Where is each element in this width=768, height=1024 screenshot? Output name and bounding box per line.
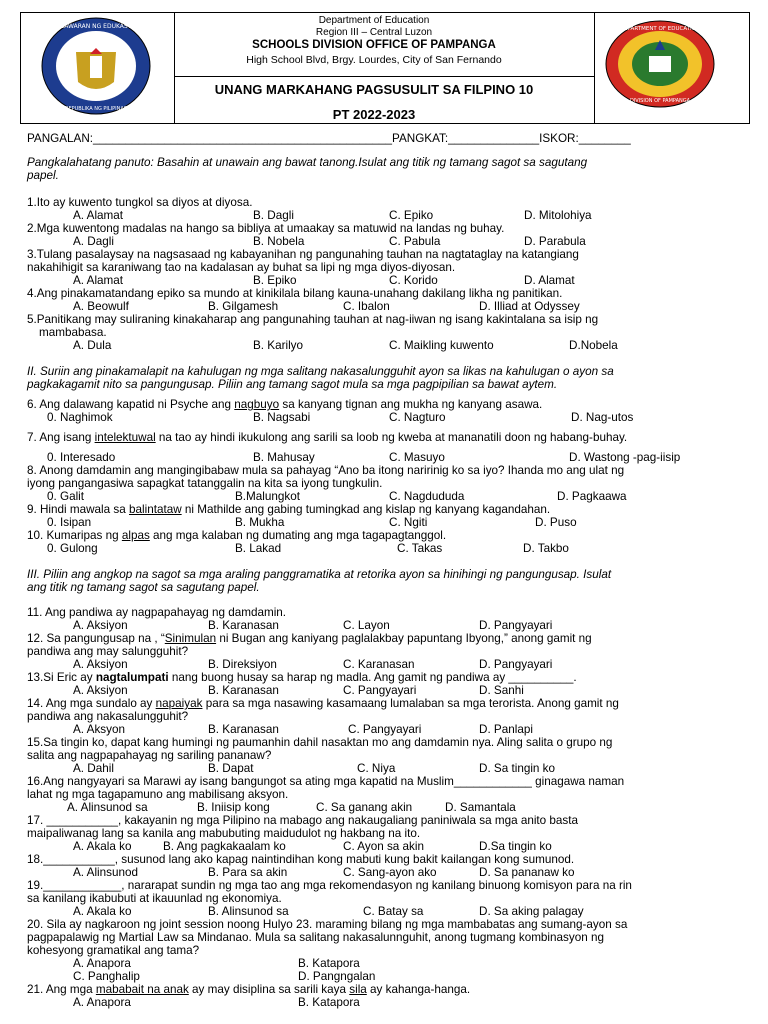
choice: D. Wastong -pag-iisip (569, 451, 681, 464)
choice: B. Karilyo (253, 339, 304, 352)
choice: C. Ngiti (389, 516, 428, 529)
question-8: 8. Anong damdamin ang mangingibabaw mula sa pahayag “Ano ba itong naririnig ko sa iyo? Ihanda mo ang ulat ng (27, 464, 625, 477)
choice: C. Ibalon (343, 300, 390, 313)
question-5: 5.Panitikang may suliraning kinakaharap ang pangunahing tauhan at nag-iiwan ng isang kakintalana sa isip ng (27, 313, 599, 326)
choice: B. Gilgamesh (208, 300, 279, 313)
choice: A. Dahil (73, 762, 114, 775)
choice: D. Pangyayari (479, 619, 553, 632)
choice: C. Maikling kuwento (389, 339, 494, 352)
choice: C. Nagdududa (389, 490, 465, 503)
choice: B. Karanasan (208, 723, 279, 736)
choice: A. Aksiyon (73, 684, 128, 697)
school-year: PT 2022-2023 (332, 107, 416, 122)
choice: D.Sa tingin ko (479, 840, 552, 853)
choice: B.Malungkot (235, 490, 300, 503)
question-6: 6. Ang dalawang kapatid ni Psyche ang nagbuyo sa kanyang tignan ang mukha ng kanyang asawa. (27, 398, 543, 411)
choice: A. Beowulf (73, 300, 129, 313)
region-label: Region III – Central Luzon (315, 27, 433, 38)
choice: 0. Interesado (47, 451, 116, 464)
address-label: High School Blvd, Brgy. Lourdes, City of San Fernando (246, 54, 502, 66)
choice: D. Takbo (523, 542, 569, 555)
question-8: iyong pangangasiwa sapagkat tatanggalin na kita sa iyong tungkulin. (27, 477, 383, 490)
choice: C. Pangyayari (343, 684, 417, 697)
choice: B. Karanasan (208, 684, 279, 697)
choice: 0. Isipan (47, 516, 92, 529)
question-10: 10. Kumaripas ng alpas ang mga kalaban ng dumating ang mga tagapagtanggol. (27, 529, 447, 542)
choice: C. Masuyo (389, 451, 445, 464)
question-13: 13.Si Eric ay nagtalumpati nang buong husay sa harap ng madla. Ang gamit ng pandiwa ay __________. (27, 671, 577, 684)
question-21: 21. Ang mga mababait na anak ay may disiplina sa sarili kaya sila ay kahanga-hanga. (27, 983, 471, 996)
choice: A. Akala ko (73, 840, 132, 853)
choice: D. Alamat (524, 274, 575, 287)
choice: C. Pabula (389, 235, 441, 248)
question-3: 3.Tulang pasalaysay na nagsasaad ng kabayanihan ng pangunahing tauhan na nagtataglay na katangiang (27, 248, 579, 261)
department-label: Department of Education (318, 15, 430, 26)
choice: D. Pagkaawa (557, 490, 627, 503)
question-17: 17. ___________, kakayanin ng mga Pilipino na mabago ang nakaugaliang paniniwala sa mga anito basta (27, 814, 579, 827)
part-3-instructions: III. Piliin ang angkop na sagot sa mga araling panggramatika at retorika ayon sa hinihingi ng pangungusap. Isulat (27, 568, 612, 581)
choice: B. Alinsunod sa (208, 905, 289, 918)
choice: A. Alinsunod (73, 866, 138, 879)
choice: B. Epiko (253, 274, 297, 287)
question-7: 7. Ang isang intelektuwal na tao ay hindi ikukulong ang sarili sa loob ng kweba at mananatili doon ng habang-buhay. (27, 431, 628, 444)
choice: A. Aksyon (73, 723, 125, 736)
choice: 0. Galit (47, 490, 85, 503)
question-20: pagpapalawig ng Martial Law sa Mindanao. Mula sa salitang nakasalunnguhit, anong tugmang kombinasyon ng (27, 931, 604, 944)
choice: B. Karanasan (208, 619, 279, 632)
choice: C. Layon (343, 619, 390, 632)
choice: B. Katapora (298, 996, 360, 1009)
choice: C. Sang-ayon ako (343, 866, 437, 879)
question-2: 2.Mga kuwentong madalas na hango sa bibliya at umaakay sa matuwid na landas ng buhay. (27, 222, 505, 235)
choice: D. Panlapi (479, 723, 533, 736)
general-instructions: papel. (27, 169, 59, 182)
question-19: 19.____________, nararapat sundin ng mga tao ang mga rekomendasyon ng kanilang binuong komisyon para na rin (27, 879, 632, 892)
choice: D. Pangngalan (298, 970, 376, 983)
choice: C. Niya (357, 762, 396, 775)
choice: B. Para sa akin (208, 866, 288, 879)
choice: B. Iniisip kong (197, 801, 270, 814)
choice: C. Sa ganang akin (316, 801, 413, 814)
choice: D. Parabula (524, 235, 586, 248)
choice: D. Samantala (445, 801, 516, 814)
choice: D. Sa aking palagay (479, 905, 584, 918)
svg-text:KAGAWARAN NG EDUKASYON: KAGAWARAN NG EDUKASYON (51, 23, 141, 30)
question-16: lahat ng mga tagapamuno ang mabilisang aksyon. (27, 788, 289, 801)
choice: A. Alinsunod sa (67, 801, 148, 814)
choice: B. Katapora (298, 957, 360, 970)
question-20: 20. Sila ay nagkaroon ng joint session noong Hulyo 23. maraming bilang ng mga mambabatas ang sumang-ayon sa (27, 918, 628, 931)
choice: D. Sa pananaw ko (479, 866, 575, 879)
choice: D.Nobela (569, 339, 618, 352)
exam-title: UNANG MARKAHANG PAGSUSULIT SA FILPINO 10 (214, 82, 534, 97)
choice: D. Puso (535, 516, 577, 529)
student-info-fields: PANGALAN:______________________________________________PANGKAT:______________ISKOR:________ (27, 132, 631, 145)
choice: D. Nag-utos (571, 411, 634, 424)
question-15: 15.Sa tingin ko, dapat kang humingi ng paumanhin dahil nasaktan mo ang damdamin nya. Aling salita o grupo ng (27, 736, 613, 749)
question-19: sa kanilang ikabubuti at ikauunlad ng ekonomiya. (27, 892, 282, 905)
choice: A. Aksiyon (73, 619, 128, 632)
choice: C. Batay sa (363, 905, 424, 918)
general-instructions: Pangkalahatang panuto: Basahin at unawain ang bawat tanong.Isulat ang titik ng tamang sagot sa sagutang (27, 156, 588, 169)
choice: A. Anapora (73, 957, 131, 970)
question-5: mambabasa. (39, 326, 107, 339)
svg-text:REPUBLIKA NG PILIPINAS: REPUBLIKA NG PILIPINAS (65, 106, 127, 112)
question-1: 1.Ito ay kuwento tungkol sa diyos at diyosa. (27, 196, 253, 209)
choice: C. Ayon sa akin (343, 840, 424, 853)
choice: D. Sanhi (479, 684, 524, 697)
choice: D. Sa tingin ko (479, 762, 556, 775)
choice: C. Takas (397, 542, 443, 555)
division-seal-right-icon (605, 20, 715, 108)
question-20: kohesyong gramatikal ang tama? (27, 944, 200, 957)
question-14: 14. Ang mga sundalo ay napaiyak para sa mga nasawing kasamaang lumalaban sa mga terorista. Anong gamit ng (27, 697, 619, 710)
part-2-instructions: II. Suriin ang pinakamalapit na kahulugan ng mga salitang nakasalungguhit ayon sa likas na kahulugan o ayon sa (27, 365, 614, 378)
choice: D. Pangyayari (479, 658, 553, 671)
question-9: 9. Hindi mawala sa balintataw ni Mathilde ang gabing tumingkad ang kislap ng kanyang kagandahan. (27, 503, 551, 516)
question-4: 4.Ang pinakamatandang epiko sa mundo at kinikilala bilang kauna-unahang dakilang likha ng panitikan. (27, 287, 563, 300)
choice: B. Dapat (208, 762, 254, 775)
header-divider (174, 76, 594, 77)
question-12: pandiwa ang may salungguhit? (27, 645, 189, 658)
question-18: 18.___________, susunod lang ako kapag naintindihan kong mabuti kung bakit kailangan kong sumunod. (27, 853, 575, 866)
choice: C. Nagturo (389, 411, 446, 424)
choice: A. Aksiyon (73, 658, 128, 671)
choice: B. Nagsabi (253, 411, 311, 424)
question-16: 16.Ang nangyayari sa Marawi ay isang bangungot sa ating mga kapatid na Muslim____________ ginagawa naman (27, 775, 625, 788)
choice: A. Dagli (73, 235, 114, 248)
question-11: 11. Ang pandiwa ay nagpapahayag ng damdamin. (27, 606, 287, 619)
choice: B. Mukha (235, 516, 285, 529)
choice: C. Korido (389, 274, 438, 287)
choice: A. Alamat (73, 274, 124, 287)
question-17: maipaliwanag lang sa kanila ang mabubuting maidudulot ng hakbang na ito. (27, 827, 421, 840)
question-15: salita ang nagpapahayag ng sariling pananaw? (27, 749, 272, 762)
choice: B. Direksiyon (208, 658, 277, 671)
choice: B. Dagli (253, 209, 294, 222)
header-divider (594, 13, 595, 123)
deped-seal-left-icon (40, 16, 152, 116)
division-label: SCHOOLS DIVISION OFFICE OF PAMPANGA (252, 39, 496, 51)
choice: B. Ang pagkakaalam ko (163, 840, 286, 853)
choice: 0. Naghimok (47, 411, 113, 424)
choice: C. Karanasan (343, 658, 415, 671)
choice: B. Lakad (235, 542, 282, 555)
choice: D. Mitolohiya (524, 209, 592, 222)
choice: 0. Gulong (47, 542, 98, 555)
part-2-instructions: pagkakagamit nito sa pangungusap. Piliin ang tamang sagot mula sa mga pagpipilian sa bawat aytem. (27, 378, 558, 391)
choice: D. Illiad at Odyssey (479, 300, 580, 313)
choice: A. Anapora (73, 996, 131, 1009)
choice: A. Alamat (73, 209, 124, 222)
question-14: pandiwa ang nakasalungguhit? (27, 710, 189, 723)
question-3: nakahihigit sa karaniwang tao na kadalasan ay buhat sa lipi ng mga diyos-diyosan. (27, 261, 456, 274)
choice: B. Mahusay (253, 451, 315, 464)
question-12: 12. Sa pangungusap na , “Sinimulan ni Bugan ang kaniyang paglalakbay papuntang Ibyong,” anong gamit ng (27, 632, 592, 645)
choice: C. Epiko (389, 209, 434, 222)
choice: A. Dula (73, 339, 112, 352)
choice: C. Panghalip (73, 970, 140, 983)
svg-text:DIVISION OF PAMPANGA: DIVISION OF PAMPANGA (629, 98, 691, 104)
choice: B. Nobela (253, 235, 305, 248)
svg-text:DEPARTMENT OF EDUCATION: DEPARTMENT OF EDUCATION (619, 26, 701, 32)
part-3-instructions: ang titik ng tamang sagot sa sagutang papel. (27, 581, 260, 594)
choice: C. Pangyayari (348, 723, 422, 736)
choice: A. Akala ko (73, 905, 132, 918)
